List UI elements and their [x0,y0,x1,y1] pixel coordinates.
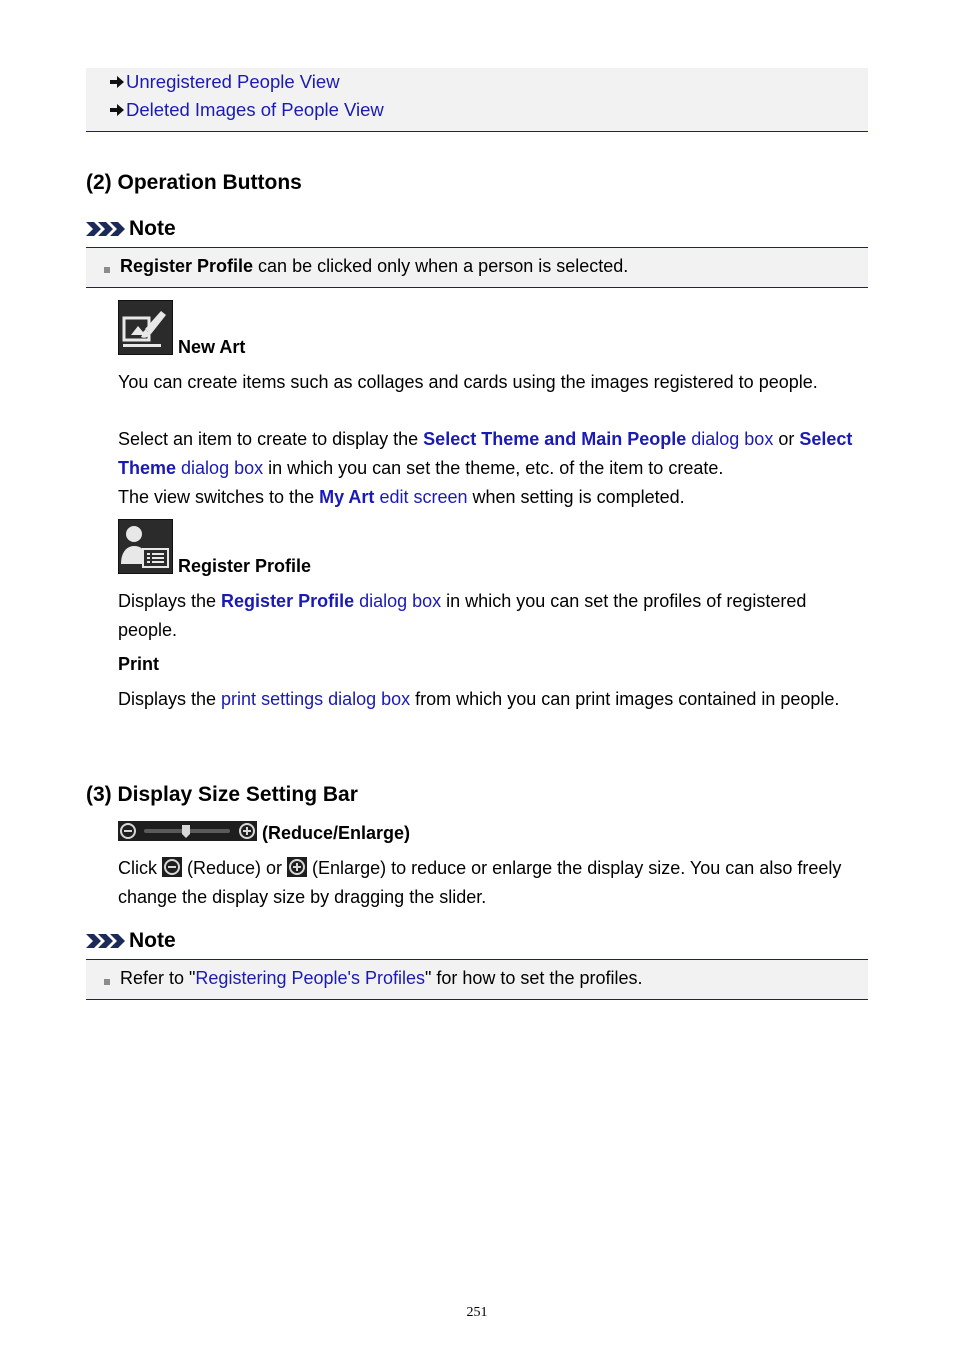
display-size-heading: (3) Display Size Setting Bar [86,783,358,806]
text: " for how to set the profiles. [424,968,643,988]
link-text: dialog box [686,429,774,449]
text: when setting is completed. [467,487,685,507]
text: in which you can set the theme, etc. of the item to create. [263,458,724,478]
text: (Reduce) or [182,858,288,878]
display-size-slider-image [118,821,257,841]
related-link-unregistered[interactable] [110,71,340,93]
related-link-deleted[interactable] [110,99,384,121]
bullet-icon [104,979,110,985]
bullet-icon [104,267,110,273]
link-bold: Select Theme [118,429,853,478]
print-title: Print [118,654,160,674]
enlarge-icon [287,857,307,877]
register-profile-title: Register Profile [178,556,312,576]
new-art-description: You can create items such as collages and cards using the images registered to people. [118,372,818,392]
note-text [120,256,628,277]
select-theme-main-people-link[interactable] [423,429,773,449]
text: Displays the [118,591,222,611]
unregistered-people-view-link[interactable]: Unregistered People View [126,71,340,92]
note-body: can be clicked only when a person is selected. [253,256,629,276]
reduce-enlarge-title: (Reduce/Enlarge) [262,823,411,843]
new-art-icon [118,300,173,355]
text: in which you can set the profiles of registered people. [118,591,807,640]
display-size-description [118,854,858,912]
text: Click [118,858,162,878]
register-profile-description [118,587,858,645]
note-label: Note [129,929,176,952]
note-bold-term: Register Profile [120,256,254,276]
link-bold: Register Profile [221,591,355,611]
note-chevrons-icon [86,932,126,950]
note-box [86,959,868,1000]
register-profile-dialog-link[interactable] [221,591,441,611]
note-text [120,968,642,989]
text: The view switches to the [118,487,320,507]
arrow-right-icon [110,76,124,88]
link-bold: My Art [319,487,375,507]
reduce-icon [162,857,182,877]
my-art-edit-screen-link[interactable] [319,487,467,507]
link-text: edit screen [374,487,468,507]
text: Displays the [118,689,222,709]
link-text: dialog box [354,591,442,611]
note-header [86,217,176,241]
arrow-right-icon [110,104,124,116]
operation-buttons-heading: (2) Operation Buttons [86,171,302,194]
new-art-title: New Art [178,337,246,357]
note-label: Note [129,217,176,240]
text: Refer to " [120,968,196,988]
link-text: dialog box [176,458,264,478]
text: or [773,429,800,449]
note-chevrons-icon [86,220,126,238]
new-art-select-paragraph [118,425,858,483]
new-art-switch-paragraph [118,483,858,512]
note-box [86,247,868,288]
note-header [86,929,176,953]
text: (Enlarge) to reduce or enlarge the display size. You can also freely change the display size by dragging the slider. [118,858,842,907]
deleted-images-view-link[interactable]: Deleted Images of People View [126,99,384,120]
related-links-box [86,68,868,132]
registering-peoples-profiles-link[interactable]: Registering People's Profiles [195,968,425,988]
print-description [118,685,858,714]
print-settings-dialog-link[interactable]: print settings dialog box [221,689,411,709]
page-number: 251 [466,1305,488,1320]
link-bold: Select Theme and Main People [423,429,687,449]
text: Select an item to create to display the [118,429,424,449]
text: from which you can print images contained in people. [410,689,840,709]
register-profile-icon [118,519,173,574]
